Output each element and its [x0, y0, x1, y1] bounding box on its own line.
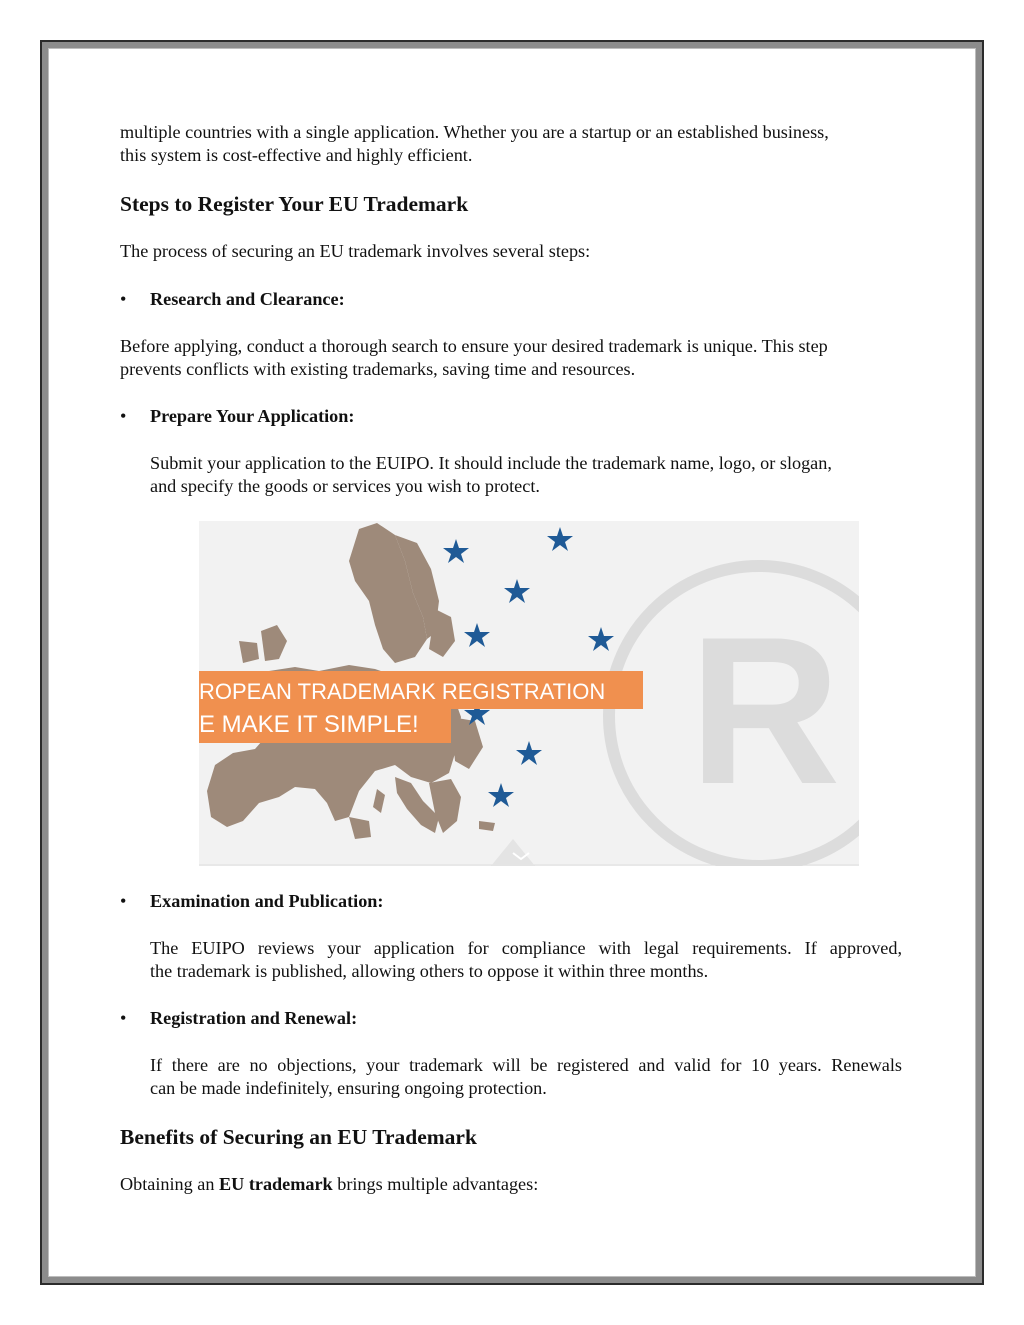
benefits-intro — [120, 1173, 904, 1196]
step-research-body-line-1: Before applying, conduct a thorough search to ensure your desired trademark is unique. This step — [120, 336, 828, 356]
process-intro: The process of securing an EU trademark involves several steps: — [120, 241, 591, 261]
step-registration — [120, 1007, 904, 1030]
step-examination-body-line-1: The EUIPO reviews your application for compliance with legal requirements. If approved, — [150, 938, 902, 958]
registered-letter: R — [689, 593, 841, 828]
intro-paragraph-line-1: multiple countries with a single application. Whether you are a startup or an established business, — [120, 122, 829, 142]
benefits-intro-post: brings multiple advantages: — [332, 1174, 539, 1194]
step-registration-body-line-2: can be made indefinitely, ensuring ongoing protection. — [150, 1078, 547, 1098]
banner-title-line-1: ROPEAN TRADEMARK REGISTRATION — [199, 679, 606, 704]
step-examination — [120, 890, 904, 913]
step-research-body-line-2: prevents conflicts with existing trademarks, saving time and resources. — [120, 359, 636, 379]
benefits-intro-pre: Obtaining an — [120, 1174, 220, 1194]
intro-paragraph-line-2: this system is cost-effective and highly efficient. — [120, 145, 473, 165]
step-prepare-body-line-2: and specify the goods or services you wish to protect. — [150, 476, 540, 496]
benefits-intro-bold: EU trademark — [219, 1174, 333, 1194]
step-title: Registration and Renewal: — [150, 1008, 358, 1028]
step-title: Research and Clearance: — [150, 289, 345, 309]
step-prepare — [120, 405, 904, 428]
banner-illustration — [199, 521, 859, 866]
bullet-dot: • — [120, 406, 127, 426]
step-research — [120, 288, 904, 311]
banner-title-line-2: E MAKE IT SIMPLE! — [199, 711, 419, 738]
step-registration-body-line-1: If there are no objections, your trademark will be registered and valid for 10 years. Renewals — [150, 1055, 902, 1075]
step-title: Examination and Publication: — [150, 891, 384, 911]
bullet-dot: • — [120, 1008, 127, 1028]
step-prepare-body-line-1: Submit your application to the EUIPO. It should include the trademark name, logo, or slogan, — [150, 453, 832, 473]
bullet-dot: • — [120, 289, 127, 309]
step-title: Prepare Your Application: — [150, 406, 355, 426]
bullet-dot: • — [120, 891, 127, 911]
eu-trademark-banner-image — [199, 521, 859, 866]
heading-benefits: Benefits of Securing an EU Trademark — [120, 1125, 477, 1149]
step-examination-body-line-2: the trademark is published, allowing others to oppose it within three months. — [150, 961, 709, 981]
heading-steps: Steps to Register Your EU Trademark — [120, 192, 469, 216]
